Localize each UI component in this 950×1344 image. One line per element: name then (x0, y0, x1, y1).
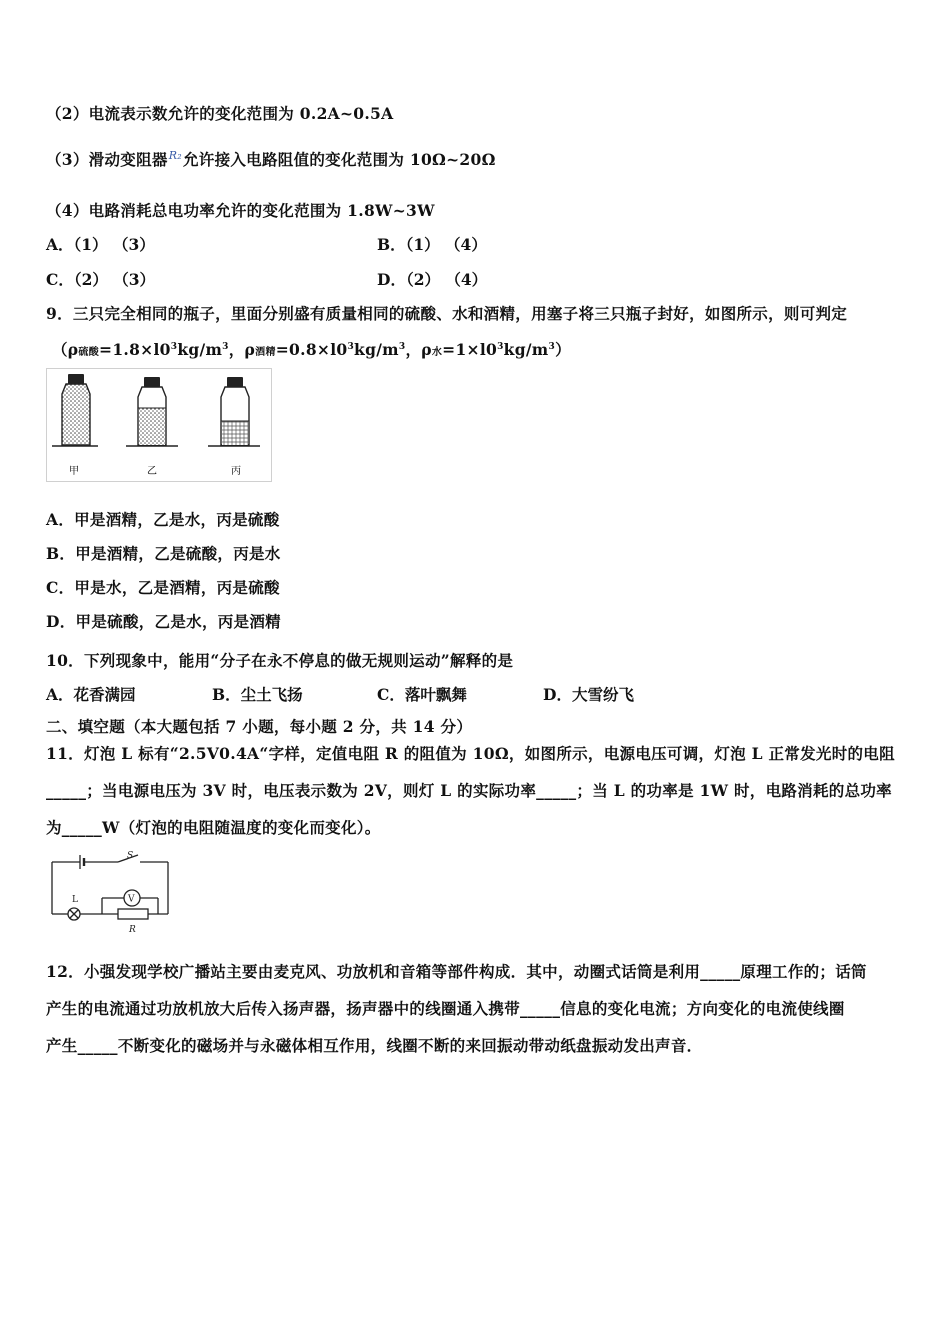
q10-option-a[interactable]: A．花香满园 (46, 685, 136, 704)
q8-option-a[interactable]: A．（1） （3） (46, 235, 155, 254)
unit: kg/m (354, 340, 399, 359)
bottle-label-bing: 丙 (231, 466, 241, 477)
q10-option-d[interactable]: D．大雪纷飞 (543, 685, 634, 704)
q11-line-1: 11．灯泡 L 标有“2.5V0.4A“字样，定值电阻 R 的阻值为 10Ω，如图所示，电源电压可调，灯泡 L 正常发光时的电阻 (46, 744, 895, 763)
q8-item-4: （4）电路消耗总电功率允许的变化范围为 1.8W~3W (46, 201, 435, 220)
q8-item-3-pre: （3）滑动变阻器 (46, 150, 168, 169)
bottles-figure (46, 368, 272, 484)
switch-label: S (127, 851, 134, 861)
q8-option-c[interactable]: C．（2） （3） (46, 270, 156, 289)
q8-option-b[interactable]: B．（1） （4） (377, 235, 487, 254)
q9-stem: 9．三只完全相同的瓶子，里面分别盛有质量相同的硫酸、水和酒精，用塞子将三只瓶子封好，如图所示，则可判定 (46, 304, 848, 323)
bottle-jia (62, 374, 90, 445)
bottle-yi (138, 377, 166, 445)
q9-option-d[interactable]: D．甲是硫酸，乙是水，丙是酒精 (46, 612, 281, 631)
resistor-label: R (129, 925, 136, 935)
rho-sulfuric-value: =1.8×l0 (99, 340, 171, 359)
q12-line-3: 产生_____不断变化的磁场并与永磁体相互作用，线圈不断的来回振动带动纸盘振动发出声音． (46, 1036, 703, 1055)
q12-line-1: 12．小强发现学校广播站主要由麦克风、功放机和音箱等部件构成．其中，动圈式话筒是利用_____原理工作的；话筒 (46, 962, 867, 981)
voltmeter-label: V (128, 894, 135, 905)
q8-item-3 (46, 148, 496, 170)
bottle-bing (221, 377, 249, 445)
exponent: 3 (222, 342, 229, 352)
exponent: 3 (548, 342, 556, 352)
rho-water-value: =1×l0 (442, 340, 498, 359)
q12-line-2: 产生的电流通过功放机放大后传入扬声器，扬声器中的线圈通入携带_____信息的变化电流；方向变化的电流使线圈 (46, 999, 845, 1018)
rho-text: ，ρ (228, 340, 256, 359)
q11-line-3: 为_____W（灯泡的电阻随温度的变化而变化）。 (46, 818, 381, 837)
q8-item-3-post: 允许接入电路阻值的变化范围为 10Ω~20Ω (182, 150, 496, 169)
rho-alcohol-subscript: 酒精 (255, 347, 276, 358)
q9-option-b[interactable]: B．甲是酒精，乙是硫酸，丙是水 (46, 544, 281, 563)
exponent: 3 (497, 342, 504, 352)
closing-paren: ） (555, 340, 571, 359)
bottle-label-yi: 乙 (147, 466, 157, 477)
q9-option-a[interactable]: A．甲是酒精，乙是水，丙是硫酸 (46, 510, 280, 529)
q11-line-2: _____；当电源电压为 3V 时，电压表示数为 2V，则灯 L 的实际功率_____；当 L 的功率是 1W 时，电路消耗的总功率 (46, 781, 892, 800)
exponent: 3 (347, 342, 355, 352)
q10-option-b[interactable]: B．尘土飞扬 (212, 685, 303, 704)
section-2-title: 二、填空题（本大题包括 7 小题，每小题 2 分，共 14 分） (46, 717, 473, 736)
rho-water-subscript: 水 (431, 347, 443, 358)
unit: kg/m (503, 340, 549, 359)
rho-sulfuric-subscript: 硫酸 (78, 347, 100, 358)
q9-densities (52, 338, 571, 360)
circuit-figure (46, 850, 176, 938)
unit: kg/m (177, 340, 223, 359)
q10-stem: 10．下列现象中，能用“分子在永不停息的做无规则运动”解释的是 (46, 651, 514, 670)
lamp-label: L (72, 895, 78, 905)
exponent: 3 (170, 342, 178, 352)
rho-text: （ρ (52, 340, 79, 359)
rho-alcohol-value: =0.8×l0 (275, 340, 348, 359)
q8-option-d[interactable]: D．（2） （4） (377, 270, 488, 289)
exponent: 3 (398, 342, 406, 352)
q8-item-2: （2）电流表示数允许的变化范围为 0.2A~0.5A (46, 104, 394, 123)
r2-symbol: R₂ (168, 149, 182, 162)
q9-option-c[interactable]: C．甲是水，乙是酒精，丙是硫酸 (46, 578, 280, 597)
bottle-label-jia: 甲 (69, 466, 79, 477)
q10-option-c[interactable]: C．落叶飘舞 (377, 685, 467, 704)
rho-text: ，ρ (405, 340, 432, 359)
